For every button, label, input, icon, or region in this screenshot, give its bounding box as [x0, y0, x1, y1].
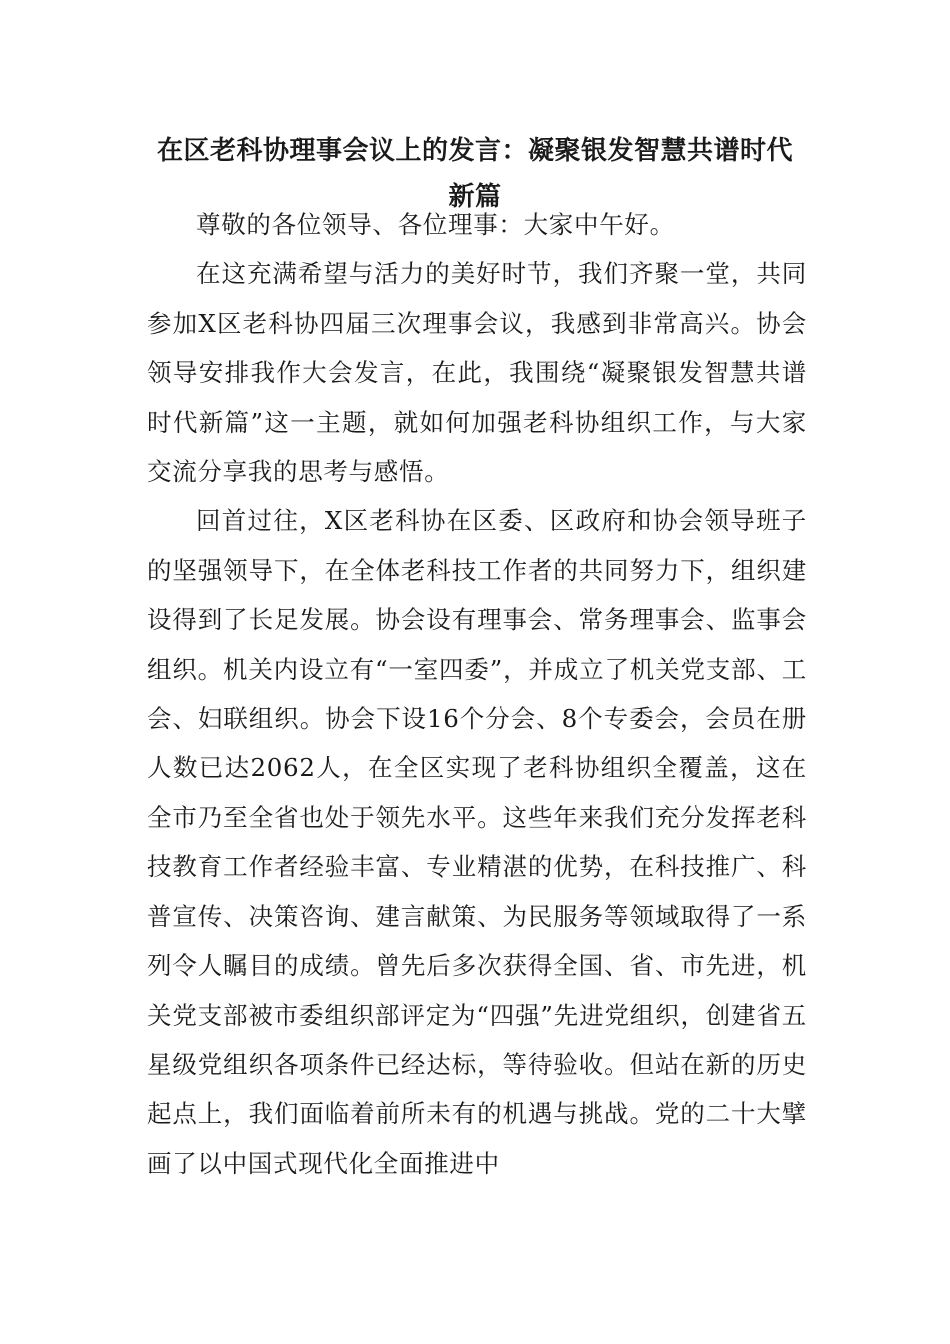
paragraph-introduction: 在这充满希望与活力的美好时节，我们齐聚一堂，共同参加X区老科协四届三次理事会议，我感到非常高兴。协会领导安排我作大会发言，在此，我围绕“凝聚银发智慧共谱时代新篇”这一主题，就如何加强老科协组织工作，与大家交流分享我的思考与感悟。 — [147, 259, 807, 487]
paragraph-review: 回首过往，X区老科协在区委、区政府和协会领导班子的坚强领导下，在全体老科技工作者的共同努力下，组织建设得到了长足发展。协会设有理事会、常务理事会、监事会组织。机关内设立有“一室四委”，并成立了机关党支部、工会、妇联组织。协会下设16个分会、8个专委会，会员在册人数已达2062人，在全区实现了老科协组织全覆盖，这在全市乃至全省也处于领先水平。这些年来我们充分发挥老科技教育工作者经验丰富、专业精湛的优势，在科技推广、科普宣传、决策咨询、建言献策、为民服务等领域取得了一系列令人瞩目的成绩。曾先后多次获得全国、省、市先进，机关党支部被市委组织部评定为“四强”先进党组织，创建省五星级党组织各项条件已经达标，等待验收。但站在新的历史起点上，我们面临着前所未有的机遇与挑战。党的二十大擘画了以中国式现代化全面推进中 — [147, 506, 807, 1178]
document-body — [147, 200, 807, 1188]
document-title: 在区老科协理事会议上的发言：凝聚银发智慧共谱时代新篇 — [156, 136, 793, 212]
paragraph-greeting: 尊敬的各位领导、各位理事：大家中午好。 — [196, 210, 675, 239]
